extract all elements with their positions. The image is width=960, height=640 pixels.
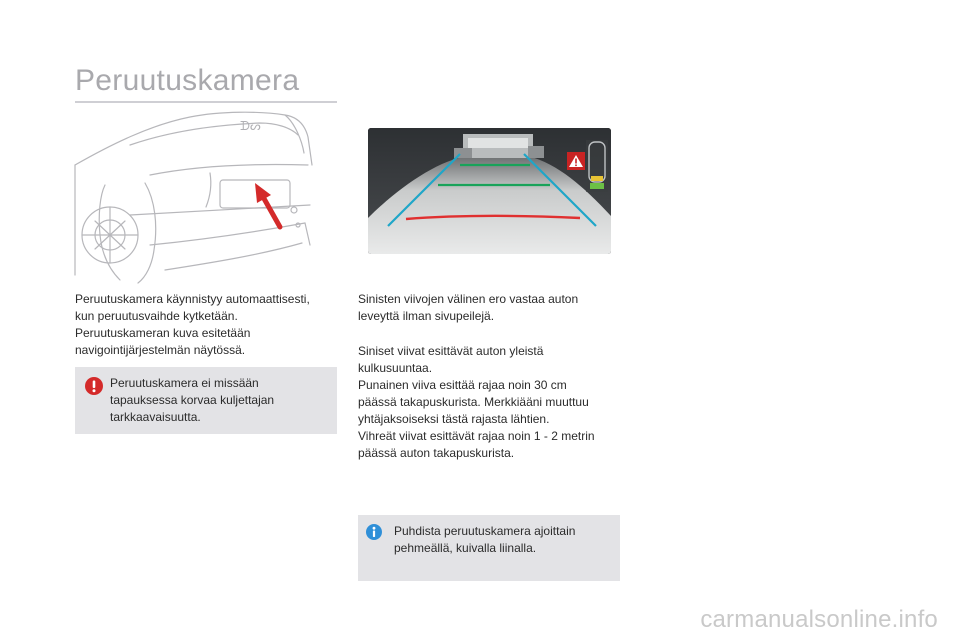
info-box	[358, 515, 620, 581]
text-line: pehmeällä, kuivalla liinalla.	[394, 541, 537, 555]
text-line: Siniset viivat esittävät auton yleistä	[358, 344, 544, 358]
text-line: kulkusuuntaa.	[358, 361, 433, 375]
text-line: tapauksessa korvaa kuljettajan	[110, 393, 275, 407]
text-line: Peruutuskamera ei missään	[110, 376, 259, 390]
text-line: Vihreät viivat esittävät rajaa noin 1 - 2 metrin	[358, 429, 595, 443]
svg-text:ᗪᔕ: ᗪᔕ	[240, 119, 261, 133]
text-line: Peruutuskamera käynnistyy automaattisesti,	[75, 292, 310, 306]
text-line: yhtäjaksoiseksi tästä rajasta lähtien.	[358, 412, 550, 426]
watermark: carmanualsonline.info	[700, 606, 938, 633]
blue-lines-paragraph	[358, 291, 578, 325]
camera-display	[368, 128, 611, 254]
red-arrow-icon	[255, 183, 280, 227]
guide-lines-paragraph	[358, 343, 595, 462]
page-title: Peruutuskamera	[75, 64, 300, 97]
intro-paragraph	[75, 291, 310, 359]
text-line: Punainen viiva esittää rajaa noin 30 cm	[358, 378, 567, 392]
text-line: päässä auton takapuskurista.	[358, 446, 515, 460]
text-line: Puhdista peruutuskamera ajoittain	[394, 524, 576, 538]
text-line: leveyttä ilman sivupeilejä.	[358, 309, 495, 323]
text-line: Peruutuskameran kuva esitetään	[75, 326, 251, 340]
title-rule	[75, 101, 337, 103]
text-line: tarkkaavaisuutta.	[110, 410, 201, 424]
car-rear-illustration	[70, 105, 330, 285]
text-line: Sinisten viivojen välinen ero vastaa auton	[358, 292, 579, 306]
warning-box	[75, 367, 337, 434]
exclamation-icon	[85, 377, 103, 395]
text-line: navigointijärjestelmän näytössä.	[75, 343, 246, 357]
info-icon	[366, 524, 382, 540]
text-line: päässä takapuskurista. Merkkiääni muuttuu	[358, 395, 589, 409]
text-line: kun peruutusvaihde kytketään.	[75, 309, 238, 323]
